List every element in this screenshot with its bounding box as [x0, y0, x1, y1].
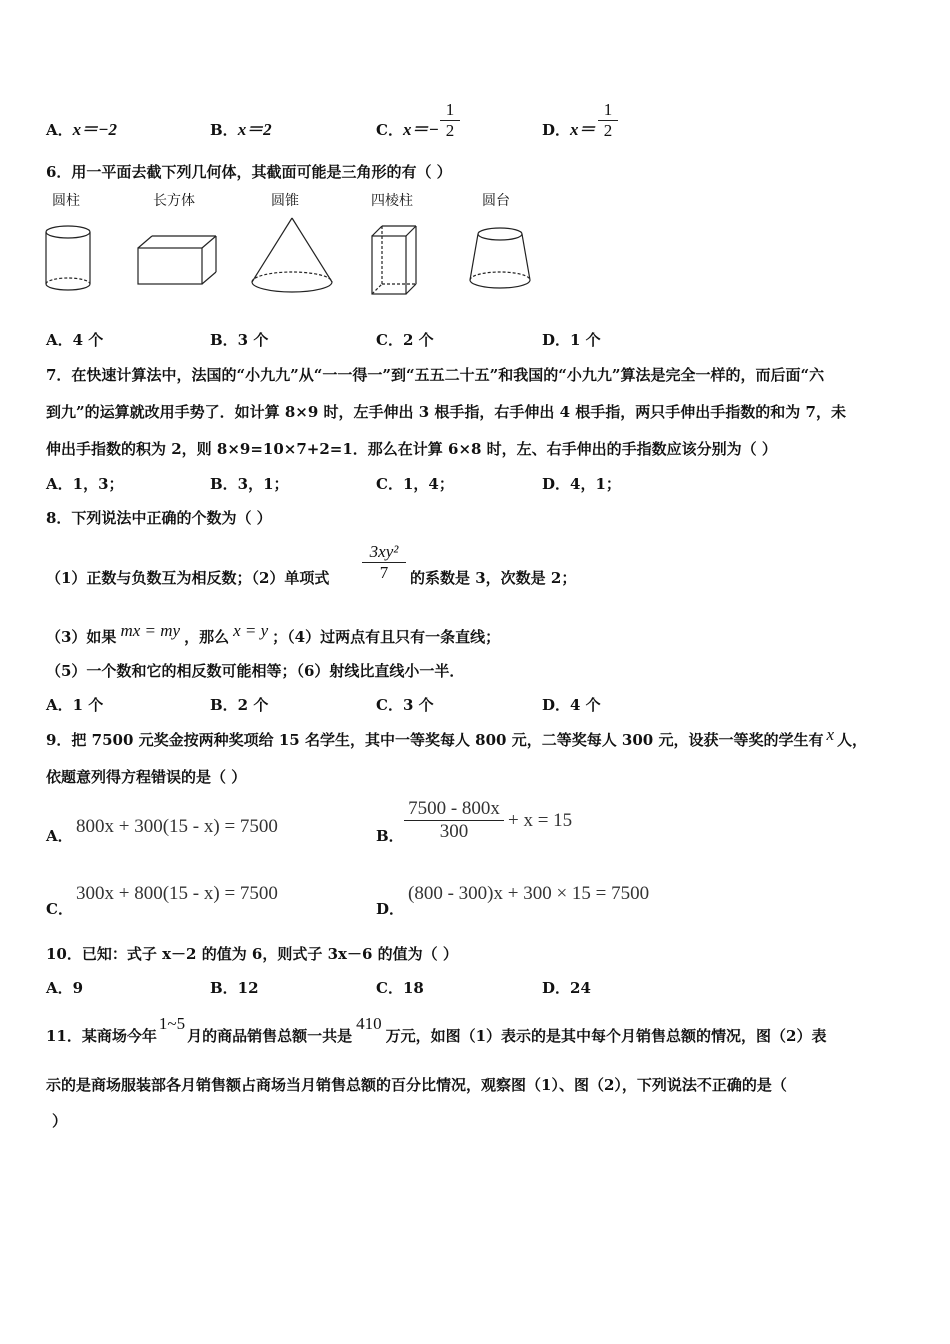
q11-line-1: 11．某商场今年1~5月的商品销售总额一共是410万元，如图（1）表示的是其中每个月销售总额的情况，图（2）表 — [46, 1014, 827, 1045]
q9-option-b-label: B． — [376, 827, 404, 845]
q6-option-a: A．4 个 — [46, 331, 104, 349]
q10-option-a: A．9 — [46, 979, 84, 997]
q9-option-a-equation: 800x + 300(15 - x) = 7500 — [76, 816, 278, 837]
q10-option-d: D．24 — [542, 979, 591, 997]
q5-option-d: D．x＝ — [542, 120, 596, 139]
cylinder-figure — [40, 222, 96, 294]
q7-option-b: B．3，1； — [210, 475, 289, 493]
q8-statement-5-6: （5）一个数和它的相反数可能相等；（6）射线比直线小一半． — [46, 662, 465, 680]
q8-stem: 8．下列说法中正确的个数为（ ） — [46, 509, 272, 527]
q8-statement-3-4: （3）如果 mx = my ，那么 x = y ；（4）过两点有且只有一条直线； — [46, 621, 501, 646]
q5-option-b: B．x＝2 — [210, 120, 272, 139]
q6-stem: 6．用一平面去截下列几何体，其截面可能是三角形的有（ ） — [46, 163, 452, 181]
q7-option-d: D．4，1； — [542, 475, 621, 493]
q11-line-3: ） — [52, 1112, 68, 1130]
q6-option-b: B．3 个 — [210, 331, 269, 349]
cone-figure — [246, 214, 338, 296]
q9-option-b-rest: + x = 15 — [508, 810, 573, 831]
q8-option-a: A．1 个 — [46, 696, 104, 714]
q6-option-c: C．2 个 — [376, 331, 434, 349]
q8-option-c: C．3 个 — [376, 696, 434, 714]
solid-label-frustum: 圆台 — [482, 193, 510, 209]
q8-option-d: D．4 个 — [542, 696, 601, 714]
solid-label-cone: 圆锥 — [271, 193, 299, 209]
q5-option-c: C．x＝− — [376, 120, 439, 139]
q9-option-c-equation: 300x + 800(15 - x) = 7500 — [76, 883, 278, 904]
q8-statement-1-2-b: 的系数是 3，次数是 2； — [410, 569, 577, 587]
q5-c-fraction: $\frac{1}{2}$ — [440, 100, 460, 141]
q10-stem: 10．已知：式子 x－2 的值为 6，则式子 3x－6 的值为（ ） — [46, 945, 458, 963]
q5-d-fraction: $\frac{1}{2}$ — [598, 100, 618, 141]
q9-option-b-fraction: $\frac{7500 - 800x}{300}$ — [404, 798, 504, 843]
q10-option-c: C．18 — [376, 979, 424, 997]
q7-line-1: 7．在快速计算法中，法国的“小九九”从“一一得一”到“五五二十五”和我国的“小九九”算法是完全一样的，而后面“六 — [46, 366, 825, 384]
q7-line-2: 到九”的运算就改用手势了．如计算 8×9 时，左手伸出 3 根手指，右手伸出 4 根手指，两只手伸出手指数的和为 7，未 — [46, 403, 846, 421]
q11-line-2: 示的是商场服装部各月销售额占商场当月销售总额的百分比情况，观察图（1）、图（2），下列说法不正确的是（ — [46, 1076, 787, 1094]
solid-label-cuboid: 长方体 — [153, 193, 195, 209]
q9-option-a-label: A． — [46, 827, 73, 845]
q6-option-d: D．1 个 — [542, 331, 601, 349]
q9-line-2: 依题意列得方程错误的是（ ） — [46, 768, 247, 786]
q7-line-3: 伸出手指数的积为 2，则 8×9=10×7+2=1．那么在计算 6×8 时，左、右手伸出的手指数应该分别为（ ） — [46, 440, 777, 458]
q8-option-b: B．2 个 — [210, 696, 269, 714]
q8-statement-1-2-a: （1）正数与负数互为相反数；（2）单项式 — [46, 569, 330, 587]
q5-option-a: A．x＝−2 — [46, 120, 117, 139]
q10-option-b: B．12 — [210, 979, 259, 997]
q7-option-a: A．1，3； — [46, 475, 124, 493]
cuboid-figure — [132, 232, 220, 288]
solid-label-cylinder: 圆柱 — [52, 193, 80, 209]
prism-figure — [366, 220, 420, 300]
q9-option-d-label: D． — [376, 900, 405, 918]
q9-option-c-label: C． — [46, 900, 73, 918]
q7-option-c: C．1，4； — [376, 475, 454, 493]
solid-label-prism: 四棱柱 — [371, 193, 413, 209]
frustum-figure — [464, 222, 536, 294]
q8-monomial-fraction: $\frac{\text{3xy²}}{7}$ — [362, 542, 406, 583]
q9-line-1: 9．把 7500 元奖金按两种奖项给 15 名学生，其中一等奖每人 800 元，二等奖每人 300 元，设获一等奖的学生有 x 人， — [46, 725, 868, 749]
q9-option-d-equation: (800 - 300)x + 300 × 15 = 7500 — [408, 883, 650, 904]
